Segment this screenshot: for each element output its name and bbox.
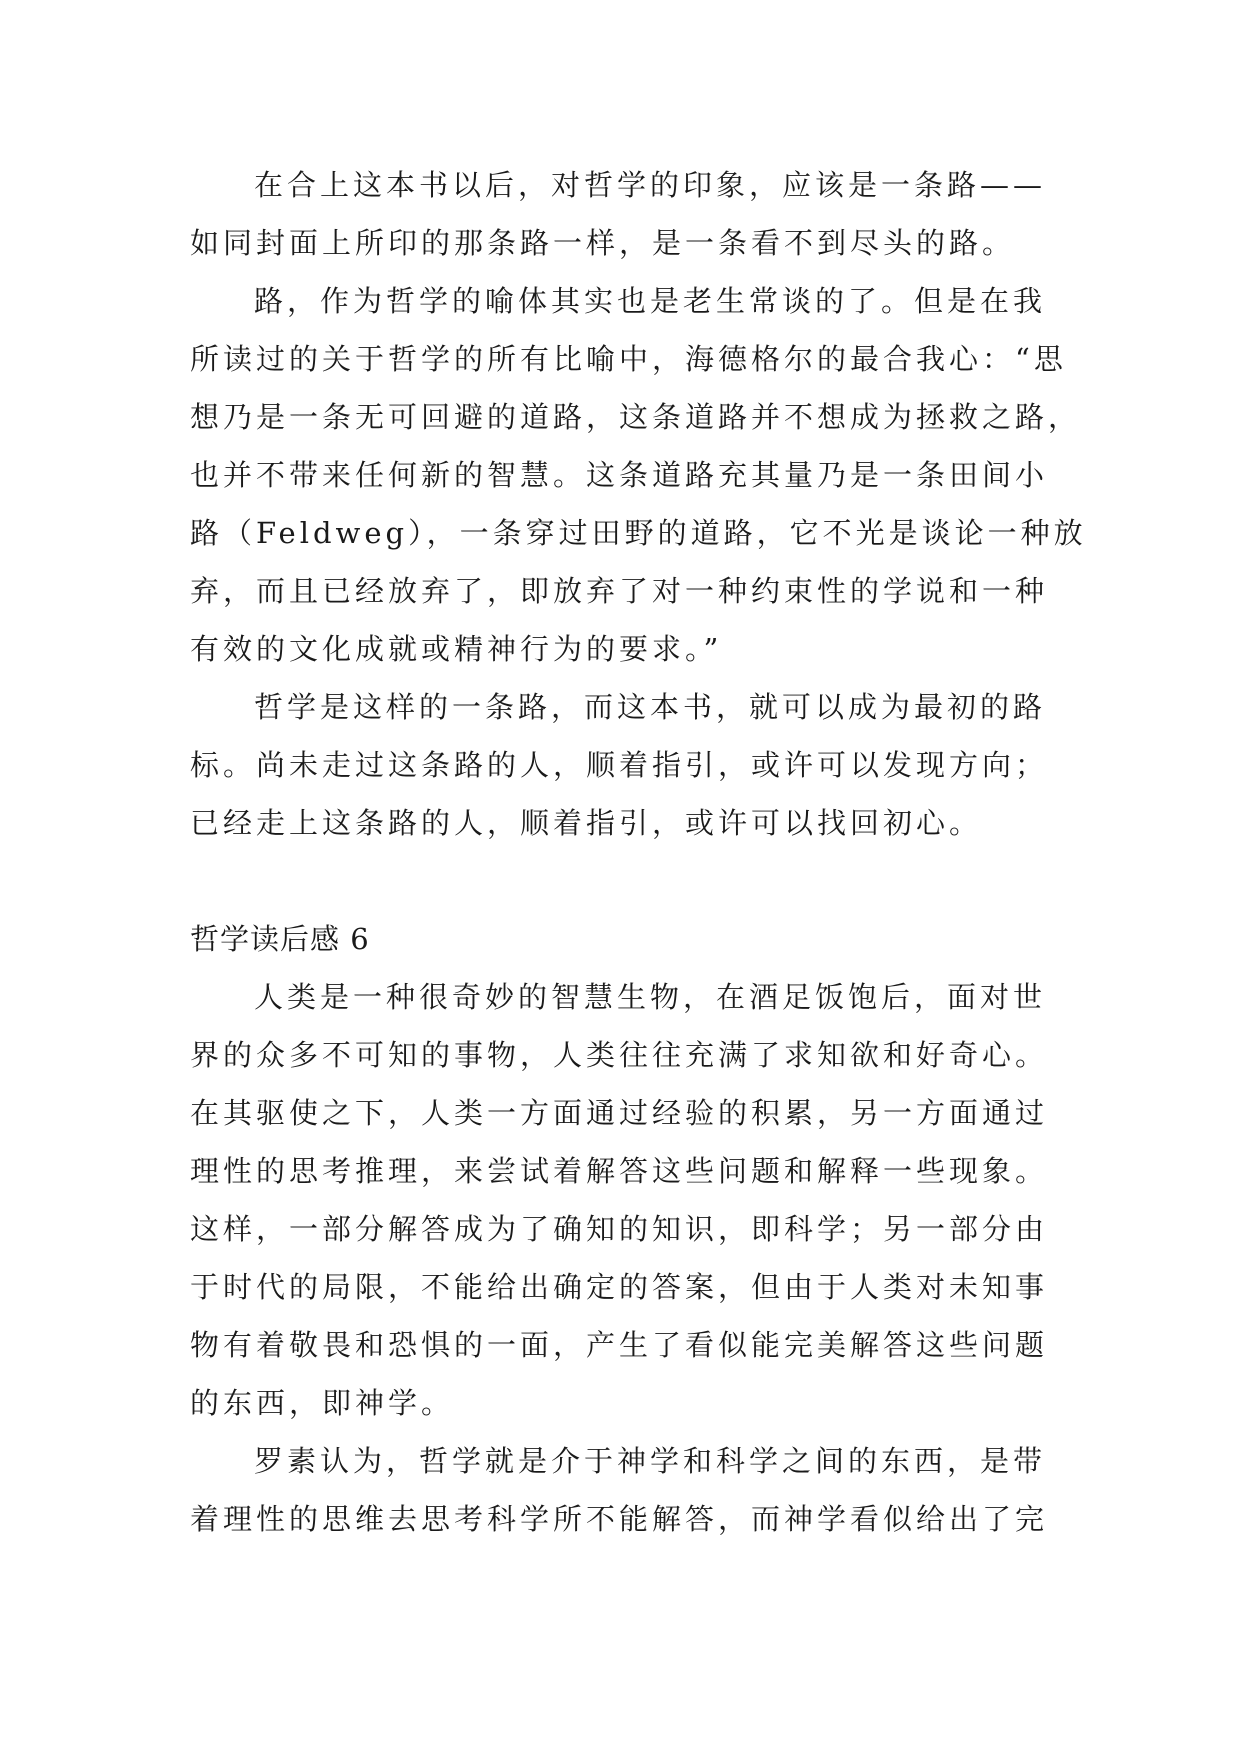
section-title: 哲学读后感 6 [190, 922, 370, 956]
text-line: 弃，而且已经放弃了，即放弃了对一种约束性的学说和一种 [190, 574, 1049, 608]
text-line: 理性的思考推理，来尝试着解答这些问题和解释一些现象。 [190, 1154, 1049, 1188]
text-line: 想乃是一条无可回避的道路，这条道路并不想成为拯救之路， [190, 400, 1082, 434]
text-line: 路（Feldweg），一条穿过田野的道路，它不光是谈论一种放 [190, 516, 1087, 550]
text-line: 如同封面上所印的那条路一样，是一条看不到尽头的路。 [190, 226, 1016, 260]
text-line: 已经走上这条路的人，顺着指引，或许可以找回初心。 [190, 806, 983, 840]
text-line: 的东西，即神学。 [190, 1386, 455, 1420]
paragraph [190, 1432, 1065, 1548]
text-line: 标。尚未走过这条路的人，顺着指引，或许可以发现方向； [190, 748, 1049, 782]
paragraph [190, 678, 1065, 852]
text-line: 路，作为哲学的喻体其实也是老生常谈的了。但是在我 [254, 284, 1047, 318]
text-line: 着理性的思维去思考科学所不能解答，而神学看似给出了完 [190, 1502, 1049, 1536]
text-line: 物有着敬畏和恐惧的一面，产生了看似能完美解答这些问题 [190, 1328, 1049, 1362]
text-line: 这样，一部分解答成为了确知的知识，即科学；另一部分由 [190, 1212, 1049, 1246]
text-line: 所读过的关于哲学的所有比喻中，海德格尔的最合我心：“思 [190, 342, 1067, 376]
text-line: 也并不带来任何新的智慧。这条道路充其量乃是一条田间小 [190, 458, 1049, 492]
text-line: 哲学是这样的一条路，而这本书，就可以成为最初的路 [254, 690, 1047, 724]
paragraph [190, 272, 1087, 678]
text-line: 界的众多不可知的事物，人类往往充满了求知欲和好奇心。 [190, 1038, 1049, 1072]
paragraph [190, 968, 1065, 1432]
paragraph [190, 156, 1065, 272]
text-line: 于时代的局限，不能给出确定的答案，但由于人类对未知事 [190, 1270, 1049, 1304]
text-line: 在其驱使之下，人类一方面通过经验的积累，另一方面通过 [190, 1096, 1049, 1130]
text-line: 罗素认为，哲学就是介于神学和科学之间的东西，是带 [254, 1444, 1047, 1478]
document-body [190, 156, 1087, 1548]
text-line: 在合上这本书以后，对哲学的印象，应该是一条路—— [254, 168, 1047, 202]
section-spacer [190, 852, 1065, 910]
text-line: 人类是一种很奇妙的智慧生物，在酒足饭饱后，面对世 [254, 980, 1047, 1014]
text-line: 有效的文化成就或精神行为的要求。” [190, 632, 723, 666]
